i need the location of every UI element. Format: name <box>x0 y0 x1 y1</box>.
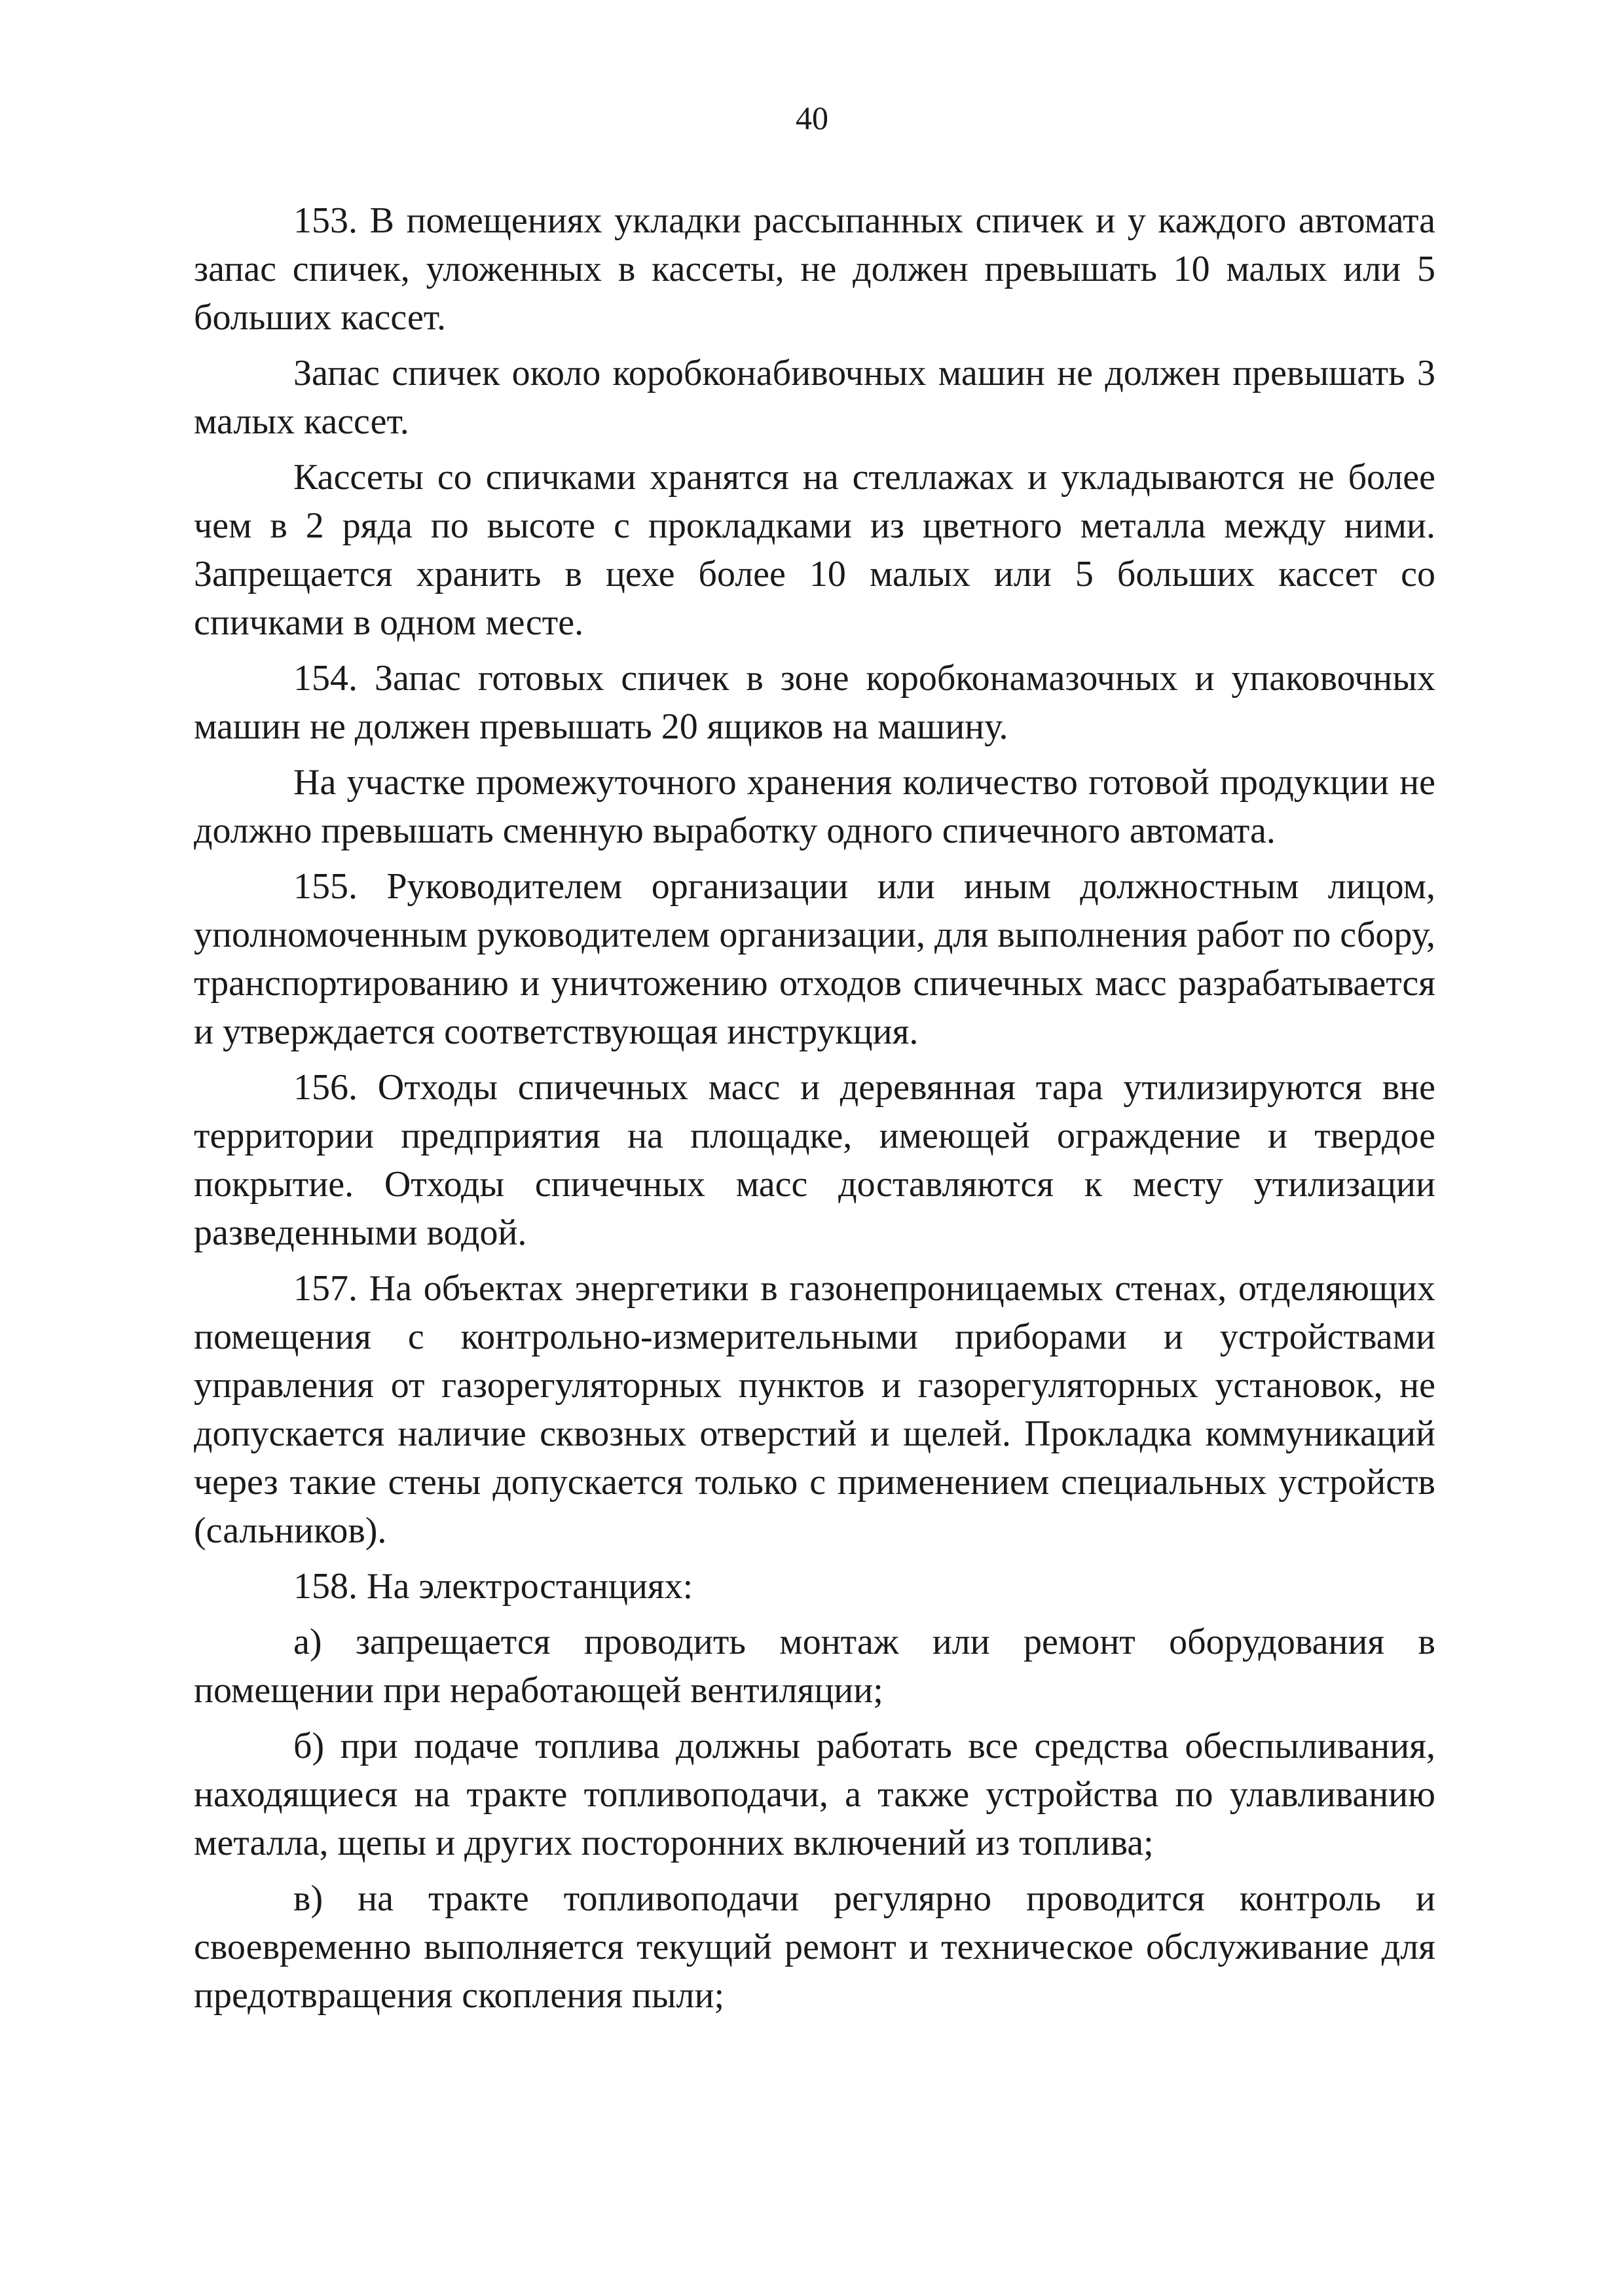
document-body <box>194 196 1435 2027</box>
paragraph-158-a: а) запрещается проводить монтаж или ремонт оборудования в помещении при неработающей вентиляции; <box>194 1622 1435 1711</box>
paragraph-153-stock-limit: Запас спичек около коробконабивочных машин не должен превышать 3 малых кассет. <box>194 353 1435 442</box>
paragraph-156: 156. Отходы спичечных масс и деревянная тара утилизируются вне территории предприятия на площадке, имеющей ограждение и твердое покрытие. Отходы спичечных масс доставляются к месту утилизации разведенными водой. <box>194 1067 1435 1253</box>
paragraph-158: 158. На электростанциях: <box>293 1566 693 1607</box>
paragraph-158-b: б) при подаче топлива должны работать все средства обеспыливания, находящиеся на тракте топливоподачи, а также устройства по улавливанию металла, щепы и других посторонних включений из топлива; <box>194 1726 1435 1863</box>
paragraph-155: 155. Руководителем организации или иным должностным лицом, уполномоченным руководителем организации, для выполнения работ по сбору, транспортированию и уничтожению отходов спичечных масс разрабатывается и утверждается соответствующая инструкция. <box>194 866 1435 1052</box>
paragraph-154-intermediate-storage: На участке промежуточного хранения количество готовой продукции не должно превышать сменную выработку одного спичечного автомата. <box>194 762 1435 851</box>
paragraph-153-cassette-storage: Кассеты со спичками хранятся на стеллажах и укладываются не более чем в 2 ряда по высоте с прокладками из цветного металла между ними. Запрещается хранить в цехе более 10 малых или 5 больших кассет со спичками в одном месте. <box>194 457 1435 643</box>
paragraph-154: 154. Запас готовых спичек в зоне коробконамазочных и упаковочных машин не должен превышать 20 ящиков на машину. <box>194 658 1435 747</box>
page-number: 40 <box>796 100 828 136</box>
paragraph-157: 157. На объектах энергетики в газонепроницаемых стенах, отделяющих помещения с контрольно-измерительными приборами и устройствами управления от газорегуляторных пунктов и газорегуляторных установок, не допускается наличие сквозных отверстий и щелей. Прокладка коммуникаций через такие стены допускается только с применением специальных устройств (сальников). <box>194 1268 1435 1551</box>
paragraph-153: 153. В помещениях укладки рассыпанных спичек и у каждого автомата запас спичек, уложенных в кассеты, не должен превышать 10 малых или 5 больших кассет. <box>194 200 1435 338</box>
paragraph-158-v: в) на тракте топливоподачи регулярно проводится контроль и своевременно выполняется текущий ремонт и техническое обслуживание для предотвращения скопления пыли; <box>194 1878 1435 2016</box>
